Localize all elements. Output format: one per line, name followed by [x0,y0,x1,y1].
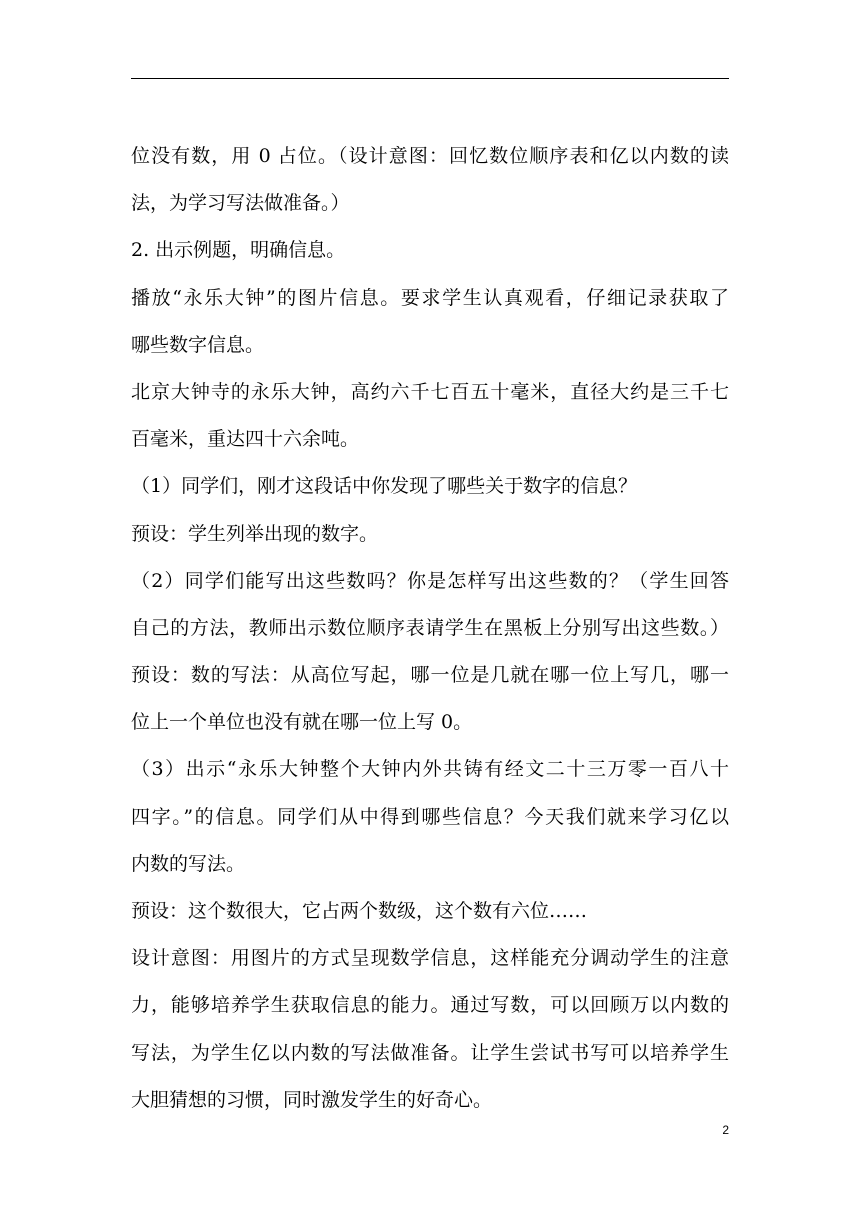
text-line: 四字。”的信息。同学们从中得到哪些信息？今天我们就来学习亿以 [131,805,729,828]
text-line: 力，能够培养学生获取信息的能力。通过写数，可以回顾万以内数的 [131,994,729,1017]
text-line: 预设：学生列举出现的数字。 [131,522,379,545]
text-line: 2. 出示例题，明确信息。 [131,239,346,262]
text-line: 设计意图：用图片的方式呈现数学信息，这样能充分调动学生的注意 [131,947,729,970]
text-line: 位没有数，用 0 占位。（设计意图：回忆数位顺序表和亿以内数的读 [131,145,729,167]
document-body [131,140,729,1131]
text-line: 北京大钟寺的永乐大钟，高约六千七百五十毫米，直径大约是三千七 [131,380,729,403]
text-line: 大胆猜想的习惯，同时激发学生的好奇心。 [131,1088,493,1111]
text-line: （2）同学们能写出这些数吗？你是怎样写出这些数的？（学生回答 [131,569,729,592]
header-rule [131,78,729,79]
text-line: （3）出示“永乐大钟整个大钟内外共铸有经文二十三万零一百八十 [131,758,729,781]
text-line: 法，为学习写法做准备。） [131,192,350,215]
text-line: 写法，为学生亿以内数的写法做准备。让学生尝试书写可以培养学生 [131,1041,729,1064]
text-line: 内数的写法。 [131,852,246,875]
text-line: 预设：这个数很大，它占两个数级，这个数有六位…… [131,900,588,922]
text-line: （1）同学们，刚才这段话中你发现了哪些关于数字的信息？ [131,475,638,498]
page-number: 2 [722,1123,729,1137]
text-line: 自己的方法，教师出示数位顺序表请学生在黑板上分别写出这些数。） [131,616,729,639]
text-line: 位上一个单位也没有就在哪一位上写 0。 [131,711,473,734]
text-line: 百毫米，重达四十六余吨。 [131,428,360,451]
text-line: 预设：数的写法：从高位写起，哪一位是几就在哪一位上写几，哪一 [131,664,729,687]
text-line: 哪些数字信息。 [131,333,265,356]
text-line: 播放“永乐大钟”的图片信息。要求学生认真观看，仔细记录获取了 [131,286,729,309]
